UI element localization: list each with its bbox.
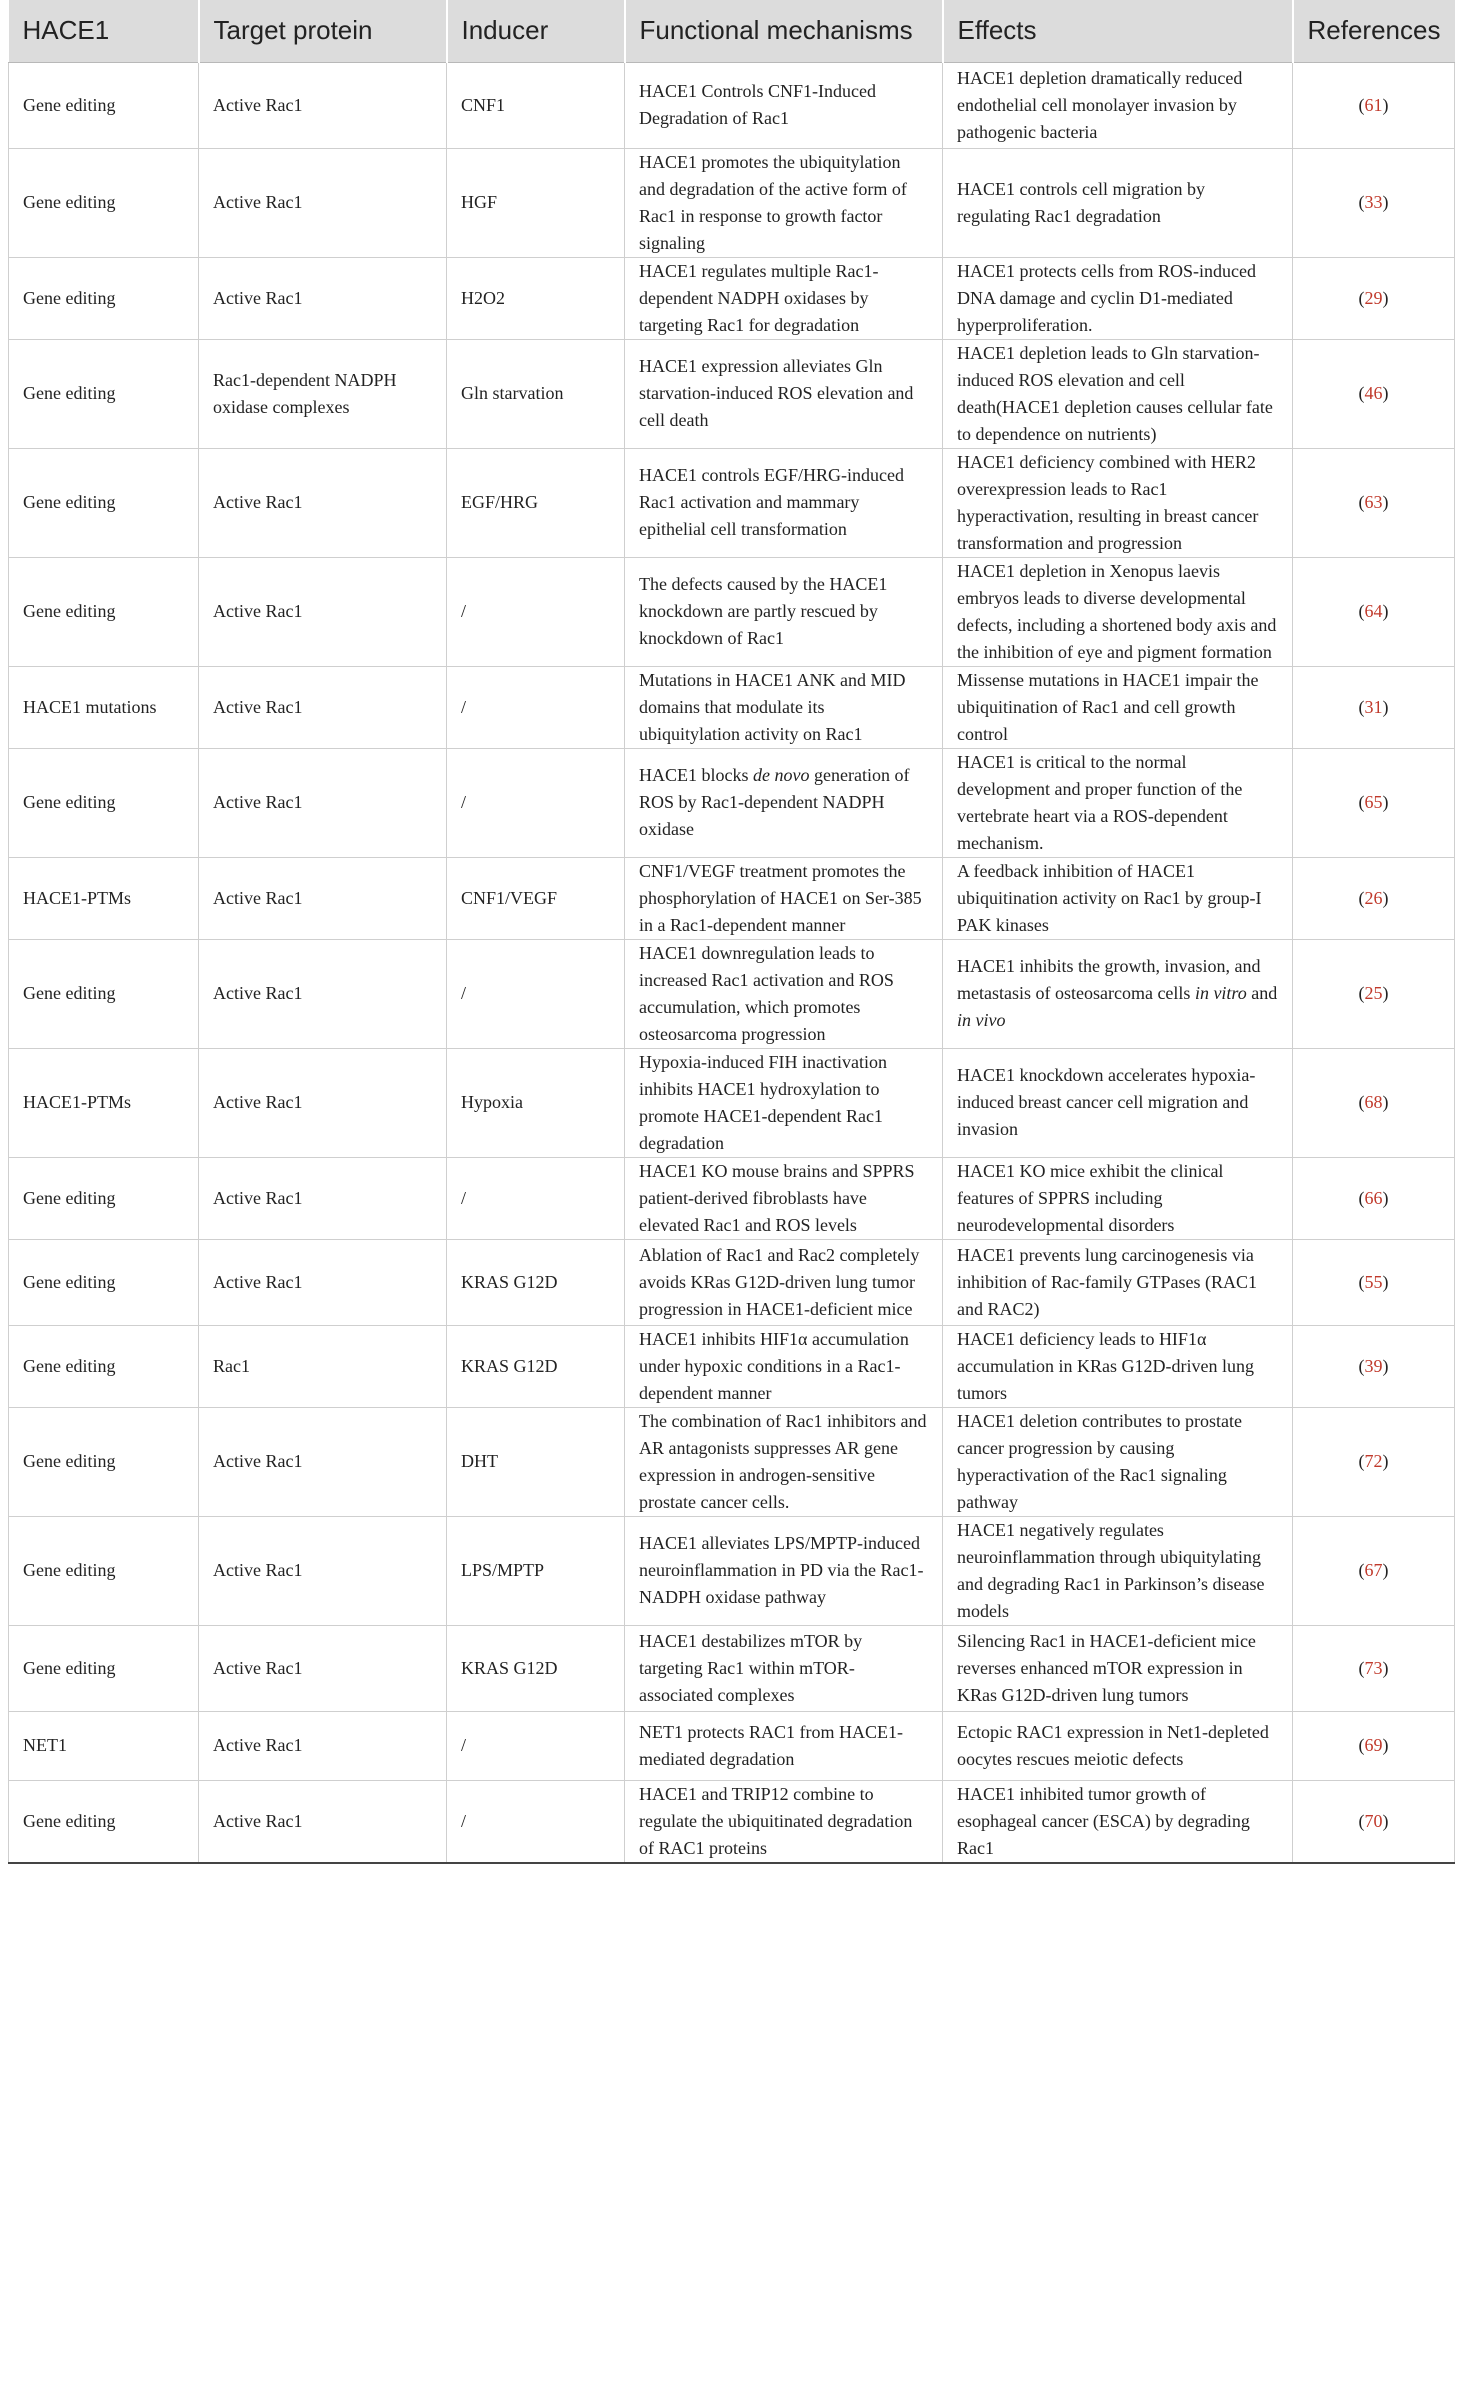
cell-reference[interactable]: (46) <box>1293 339 1455 448</box>
reference-link[interactable]: 46 <box>1364 383 1383 403</box>
reference-link[interactable]: 29 <box>1364 287 1383 308</box>
cell-effects: HACE1 controls cell migration by regulating Rac1 degradation <box>943 148 1293 257</box>
cell-inducer: / <box>447 1157 625 1239</box>
cell-effects: HACE1 deficiency combined with HER2 overexpression leads to Rac1 hyperactivation, resulting in breast cancer transformation and progression <box>943 448 1293 557</box>
table-row <box>9 1239 1455 1325</box>
header-inducer: Inducer <box>447 0 625 62</box>
cell-hace1: Gene editing <box>9 1325 199 1407</box>
cell-functional-mechanism: HACE1 blocks de novo generation of ROS by Rac1-dependent NADPH oxidase <box>625 748 943 857</box>
cell-reference[interactable]: (33) <box>1293 148 1455 257</box>
cell-reference[interactable]: (64) <box>1293 557 1455 666</box>
cell-effects: Ectopic RAC1 expression in Net1-depleted oocytes rescues meiotic defects <box>943 1711 1293 1780</box>
cell-reference[interactable]: (26) <box>1293 857 1455 939</box>
header-hace1: HACE1 <box>9 0 199 62</box>
cell-functional-mechanism: Hypoxia-induced FIH inactivation inhibits HACE1 hydroxylation to promote HACE1-dependent Rac1 degradation <box>625 1048 943 1157</box>
cell-hace1: Gene editing <box>9 339 199 448</box>
cell-effects: HACE1 depletion leads to Gln starvation-induced ROS elevation and cell death(HACE1 depletion causes cellular fate to dependence on nutrients) <box>943 339 1293 448</box>
cell-reference[interactable]: (39) <box>1293 1325 1455 1407</box>
cell-reference[interactable]: (55) <box>1293 1239 1455 1325</box>
cell-effects: Missense mutations in HACE1 impair the ubiquitination of Rac1 and cell growth control <box>943 666 1293 748</box>
cell-effects: HACE1 depletion in Xenopus laevis embryos leads to diverse developmental defects, including a shortened body axis and the inhibition of eye and pigment formation <box>943 557 1293 666</box>
cell-effects: HACE1 inhibited tumor growth of esophageal cancer (ESCA) by degrading Rac1 <box>943 1780 1293 1863</box>
reference-link[interactable]: 68 <box>1364 1092 1383 1112</box>
cell-reference[interactable]: (73) <box>1293 1625 1455 1711</box>
cell-functional-mechanism: HACE1 regulates multiple Rac1-dependent NADPH oxidases by targeting Rac1 for degradation <box>625 257 943 339</box>
cell-reference[interactable]: (72) <box>1293 1407 1455 1516</box>
cell-hace1: HACE1-PTMs <box>9 857 199 939</box>
cell-effects: HACE1 protects cells from ROS-induced DNA damage and cyclin D1-mediated hyperproliferation. <box>943 257 1293 339</box>
table-container <box>8 0 1454 1864</box>
cell-reference[interactable]: (66) <box>1293 1157 1455 1239</box>
cell-inducer: LPS/MPTP <box>447 1516 625 1625</box>
cell-functional-mechanism: Mutations in HACE1 ANK and MID domains that modulate its ubiquitylation activity on Rac1 <box>625 666 943 748</box>
table-row <box>9 62 1455 148</box>
table-row <box>9 939 1455 1048</box>
cell-target-protein: Active Rac1 <box>199 1239 447 1325</box>
cell-functional-mechanism: HACE1 inhibits HIF1α accumulation under hypoxic conditions in a Rac1-dependent manner <box>625 1325 943 1407</box>
cell-functional-mechanism: Ablation of Rac1 and Rac2 completely avoids KRas G12D-driven lung tumor progression in HACE1-deficient mice <box>625 1239 943 1325</box>
cell-hace1: Gene editing <box>9 1516 199 1625</box>
cell-inducer: / <box>447 1780 625 1863</box>
cell-inducer: HGF <box>447 148 625 257</box>
cell-reference[interactable]: (68) <box>1293 1048 1455 1157</box>
cell-inducer: DHT <box>447 1407 625 1516</box>
cell-hace1: Gene editing <box>9 557 199 666</box>
table-row <box>9 1625 1455 1711</box>
table-row <box>9 1711 1455 1780</box>
reference-link[interactable]: 64 <box>1364 601 1383 621</box>
reference-link[interactable]: 73 <box>1364 1657 1383 1678</box>
cell-hace1: Gene editing <box>9 748 199 857</box>
cell-inducer: Gln starvation <box>447 339 625 448</box>
cell-hace1: Gene editing <box>9 148 199 257</box>
cell-reference[interactable]: (69) <box>1293 1711 1455 1780</box>
table-row <box>9 257 1455 339</box>
cell-target-protein: Active Rac1 <box>199 939 447 1048</box>
cell-functional-mechanism: HACE1 controls EGF/HRG-induced Rac1 activation and mammary epithelial cell transformation <box>625 448 943 557</box>
cell-reference[interactable]: (25) <box>1293 939 1455 1048</box>
cell-inducer: EGF/HRG <box>447 448 625 557</box>
cell-target-protein: Active Rac1 <box>199 857 447 939</box>
table-row <box>9 666 1455 748</box>
cell-functional-mechanism: HACE1 promotes the ubiquitylation and degradation of the active form of Rac1 in response to growth factor signaling <box>625 148 943 257</box>
cell-target-protein: Active Rac1 <box>199 1711 447 1780</box>
cell-hace1: HACE1-PTMs <box>9 1048 199 1157</box>
cell-hace1: Gene editing <box>9 1239 199 1325</box>
cell-reference[interactable]: (65) <box>1293 748 1455 857</box>
cell-target-protein: Active Rac1 <box>199 1780 447 1863</box>
header-references: References <box>1293 0 1455 62</box>
cell-effects: HACE1 knockdown accelerates hypoxia-induced breast cancer cell migration and invasion <box>943 1048 1293 1157</box>
cell-target-protein: Active Rac1 <box>199 1625 447 1711</box>
cell-hace1: Gene editing <box>9 1625 199 1711</box>
cell-inducer: / <box>447 748 625 857</box>
table-row <box>9 1407 1455 1516</box>
reference-link[interactable]: 26 <box>1364 887 1383 908</box>
reference-link[interactable]: 33 <box>1364 192 1383 212</box>
cell-reference[interactable]: (61) <box>1293 62 1455 148</box>
header-effects: Effects <box>943 0 1293 62</box>
table-row <box>9 1048 1455 1157</box>
table-row <box>9 448 1455 557</box>
cell-inducer: KRAS G12D <box>447 1239 625 1325</box>
cell-functional-mechanism: CNF1/VEGF treatment promotes the phosphorylation of HACE1 on Ser-385 in a Rac1-dependent manner <box>625 857 943 939</box>
cell-target-protein: Active Rac1 <box>199 748 447 857</box>
cell-inducer: CNF1/VEGF <box>447 857 625 939</box>
cell-functional-mechanism: NET1 protects RAC1 from HACE1-mediated degradation <box>625 1711 943 1780</box>
cell-target-protein: Rac1 <box>199 1325 447 1407</box>
cell-functional-mechanism: HACE1 Controls CNF1-Induced Degradation of Rac1 <box>625 62 943 148</box>
cell-hace1: Gene editing <box>9 257 199 339</box>
cell-functional-mechanism: HACE1 destabilizes mTOR by targeting Rac1 within mTOR-associated complexes <box>625 1625 943 1711</box>
cell-inducer: / <box>447 666 625 748</box>
cell-target-protein: Active Rac1 <box>199 557 447 666</box>
cell-target-protein: Active Rac1 <box>199 148 447 257</box>
reference-link[interactable]: 63 <box>1364 492 1383 512</box>
cell-target-protein: Active Rac1 <box>199 666 447 748</box>
cell-target-protein: Active Rac1 <box>199 1407 447 1516</box>
header-target-protein: Target protein <box>199 0 447 62</box>
cell-target-protein: Active Rac1 <box>199 62 447 148</box>
cell-hace1: Gene editing <box>9 1157 199 1239</box>
table-row <box>9 557 1455 666</box>
table-row <box>9 748 1455 857</box>
cell-target-protein: Active Rac1 <box>199 1157 447 1239</box>
cell-inducer: CNF1 <box>447 62 625 148</box>
reference-link[interactable]: 70 <box>1364 1810 1383 1831</box>
cell-functional-mechanism: HACE1 KO mouse brains and SPPRS patient-derived fibroblasts have elevated Rac1 and ROS levels <box>625 1157 943 1239</box>
cell-target-protein: Active Rac1 <box>199 257 447 339</box>
table-row <box>9 857 1455 939</box>
cell-reference[interactable]: (67) <box>1293 1516 1455 1625</box>
table-row <box>9 1325 1455 1407</box>
reference-link[interactable]: 69 <box>1364 1735 1383 1755</box>
cell-hace1: Gene editing <box>9 62 199 148</box>
cell-inducer: H2O2 <box>447 257 625 339</box>
reference-link[interactable]: 67 <box>1364 1560 1383 1580</box>
table-row <box>9 148 1455 257</box>
cell-effects: HACE1 negatively regulates neuroinflammation through ubiquitylating and degrading Rac1 in Parkinson’s disease models <box>943 1516 1293 1625</box>
cell-hace1: NET1 <box>9 1711 199 1780</box>
cell-effects: HACE1 deficiency leads to HIF1α accumulation in KRas G12D-driven lung tumors <box>943 1325 1293 1407</box>
cell-hace1: HACE1 mutations <box>9 666 199 748</box>
reference-link[interactable]: 72 <box>1364 1451 1383 1471</box>
cell-effects: Silencing Rac1 in HACE1-deficient mice reverses enhanced mTOR expression in KRas G12D-driven lung tumors <box>943 1625 1293 1711</box>
cell-reference[interactable]: (70) <box>1293 1780 1455 1863</box>
reference-link[interactable]: 31 <box>1364 696 1383 717</box>
cell-effects: HACE1 is critical to the normal development and proper function of the vertebrate heart via a ROS-dependent mechanism. <box>943 748 1293 857</box>
header-functional-mechanisms: Functional mechanisms <box>625 0 943 62</box>
cell-inducer: Hypoxia <box>447 1048 625 1157</box>
cell-effects: HACE1 prevents lung carcinogenesis via inhibition of Rac-family GTPases (RAC1 and RAC2) <box>943 1239 1293 1325</box>
table-body <box>9 62 1455 1863</box>
cell-functional-mechanism: HACE1 alleviates LPS/MPTP-induced neuroinflammation in PD via the Rac1-NADPH oxidase pathway <box>625 1516 943 1625</box>
table-row <box>9 1516 1455 1625</box>
cell-inducer: KRAS G12D <box>447 1625 625 1711</box>
cell-inducer: / <box>447 939 625 1048</box>
hace1-rac1-table <box>8 0 1455 1864</box>
cell-target-protein: Active Rac1 <box>199 1516 447 1625</box>
reference-link[interactable]: 55 <box>1364 1271 1383 1292</box>
cell-reference[interactable]: (29) <box>1293 257 1455 339</box>
reference-link[interactable]: 39 <box>1364 1355 1383 1376</box>
reference-link[interactable]: 65 <box>1364 792 1383 812</box>
cell-target-protein: Active Rac1 <box>199 1048 447 1157</box>
cell-hace1: Gene editing <box>9 448 199 557</box>
cell-effects: HACE1 depletion dramatically reduced endothelial cell monolayer invasion by pathogenic bacteria <box>943 62 1293 148</box>
cell-effects: HACE1 KO mice exhibit the clinical features of SPPRS including neurodevelopmental disorders <box>943 1157 1293 1239</box>
cell-target-protein: Rac1-dependent NADPH oxidase complexes <box>199 339 447 448</box>
cell-effects: HACE1 inhibits the growth, invasion, and metastasis of osteosarcoma cells in vitro and in vivo <box>943 939 1293 1048</box>
cell-hace1: Gene editing <box>9 939 199 1048</box>
cell-reference[interactable]: (63) <box>1293 448 1455 557</box>
table-row <box>9 1157 1455 1239</box>
cell-inducer: / <box>447 557 625 666</box>
reference-link[interactable]: 25 <box>1364 983 1383 1003</box>
cell-target-protein: Active Rac1 <box>199 448 447 557</box>
reference-link[interactable]: 66 <box>1364 1187 1383 1208</box>
cell-functional-mechanism: HACE1 and TRIP12 combine to regulate the ubiquitinated degradation of RAC1 proteins <box>625 1780 943 1863</box>
reference-link[interactable]: 61 <box>1364 94 1383 115</box>
table-row <box>9 1780 1455 1863</box>
cell-functional-mechanism: HACE1 expression alleviates Gln starvation-induced ROS elevation and cell death <box>625 339 943 448</box>
header-row <box>9 0 1455 62</box>
cell-functional-mechanism: The combination of Rac1 inhibitors and AR antagonists suppresses AR gene expression in androgen-sensitive prostate cancer cells. <box>625 1407 943 1516</box>
cell-hace1: Gene editing <box>9 1407 199 1516</box>
cell-reference[interactable]: (31) <box>1293 666 1455 748</box>
cell-inducer: / <box>447 1711 625 1780</box>
table-row <box>9 339 1455 448</box>
cell-functional-mechanism: HACE1 downregulation leads to increased Rac1 activation and ROS accumulation, which promotes osteosarcoma progression <box>625 939 943 1048</box>
cell-functional-mechanism: The defects caused by the HACE1 knockdown are partly rescued by knockdown of Rac1 <box>625 557 943 666</box>
cell-effects: A feedback inhibition of HACE1 ubiquitination activity on Rac1 by group-I PAK kinases <box>943 857 1293 939</box>
cell-effects: HACE1 deletion contributes to prostate cancer progression by causing hyperactivation of the Rac1 signaling pathway <box>943 1407 1293 1516</box>
cell-inducer: KRAS G12D <box>447 1325 625 1407</box>
cell-hace1: Gene editing <box>9 1780 199 1863</box>
table-header <box>9 0 1455 62</box>
